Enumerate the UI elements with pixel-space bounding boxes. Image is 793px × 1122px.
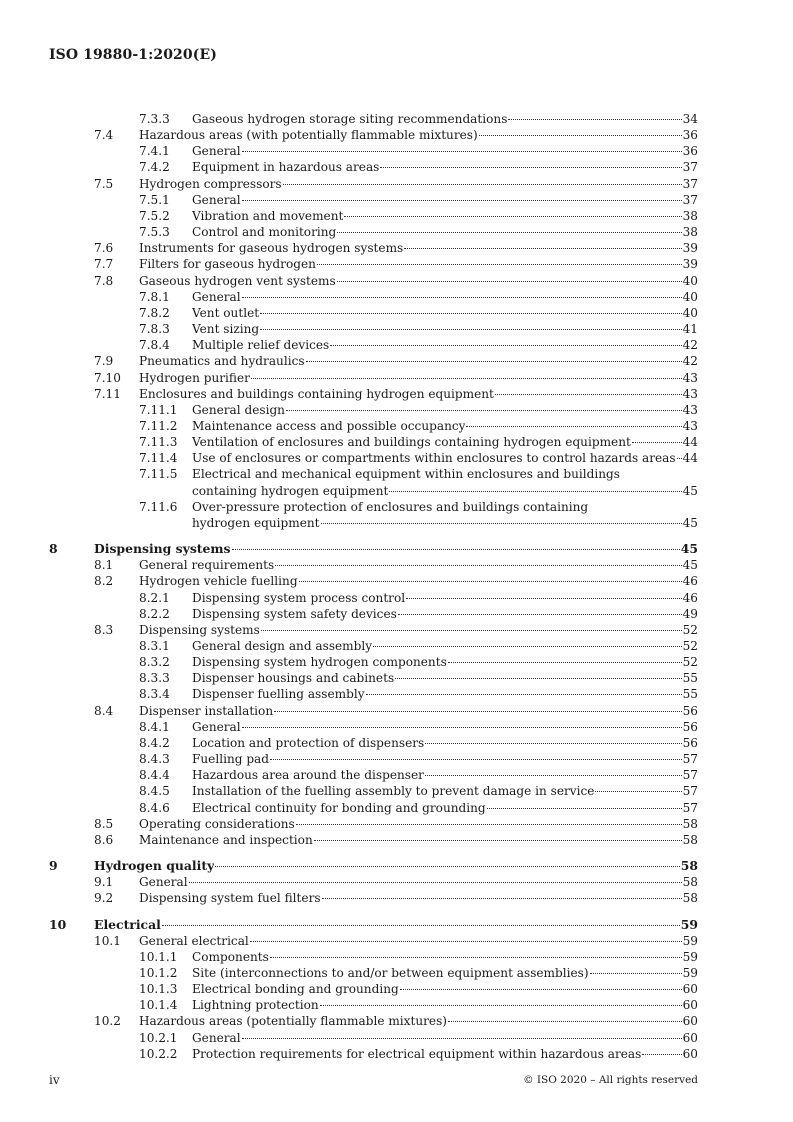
toc-entry-title: Dispensing systems <box>94 541 231 557</box>
toc-entry-number: 10.1.1 <box>139 949 178 964</box>
toc-entry[interactable] <box>0 1013 793 1029</box>
dot-leader <box>466 426 681 427</box>
toc-entry-title: General <box>139 875 188 890</box>
toc-entry-number: 7.4 <box>94 128 114 143</box>
toc-entry[interactable] <box>0 686 793 702</box>
toc-entry[interactable] <box>0 273 793 289</box>
toc-entry[interactable] <box>0 127 793 143</box>
toc-entry-title: Electrical continuity for bonding and grounding <box>192 800 486 815</box>
dot-leader <box>337 281 682 282</box>
toc-entry-number: 8.4.4 <box>139 768 170 783</box>
dot-leader <box>425 775 682 776</box>
toc-entry[interactable] <box>0 933 793 949</box>
toc-entry-page: 60 <box>682 1030 698 1045</box>
toc-entry-title: General design <box>192 402 285 417</box>
toc-entry-title: Dispenser fuelling assembly <box>192 687 365 702</box>
toc-entry[interactable] <box>0 402 793 418</box>
toc-entry-number: 7.8 <box>94 273 114 288</box>
toc-entry-title: Electrical bonding and grounding <box>192 982 399 997</box>
toc-entry-number: 8.4.2 <box>139 735 170 750</box>
toc-entry-number: 10.1 <box>94 933 121 948</box>
toc-entry-title: General requirements <box>139 558 275 573</box>
toc-entry-title: Site (interconnections to and/or between equipment assemblies) <box>192 965 589 980</box>
dot-leader <box>642 1054 681 1055</box>
toc-entry-number: 9.2 <box>94 891 114 906</box>
dot-leader <box>242 200 682 201</box>
toc-entry-page: 45 <box>680 541 698 557</box>
toc-entry-page: 43 <box>682 402 698 417</box>
toc-entry[interactable] <box>0 573 793 589</box>
toc-entry-title: Maintenance access and possible occupancy <box>192 418 466 433</box>
toc-entry[interactable] <box>0 499 793 531</box>
toc-entry-page: 49 <box>682 606 698 621</box>
toc-entry[interactable] <box>0 767 793 783</box>
dot-leader <box>595 791 681 792</box>
dot-leader <box>425 743 681 744</box>
toc-entry-page: 60 <box>682 1014 698 1029</box>
toc-entry[interactable] <box>0 816 793 832</box>
toc-entry-page: 43 <box>682 418 698 433</box>
toc-entry-page: 37 <box>682 176 698 191</box>
toc-entry-page: 46 <box>682 590 698 605</box>
toc-entry-title: Use of enclosures or compartments within enclosures to control hazards areas <box>192 451 676 466</box>
toc-entry-title: Dispensing system fuel filters <box>139 891 321 906</box>
toc-entry-page: 60 <box>682 1046 698 1061</box>
toc-entry-title: Equipment in hazardous areas <box>192 160 380 175</box>
dot-leader <box>380 167 681 168</box>
toc-entry-number: 9 <box>49 858 58 874</box>
toc-entry-title: Electrical <box>94 916 161 932</box>
toc-entry-number: 7.11.4 <box>139 451 178 466</box>
toc-entry-title: General electrical <box>139 933 249 948</box>
toc-entry-page: 59 <box>682 933 698 948</box>
document-id: ISO 19880-1:2020(E) <box>49 47 217 63</box>
toc-entry-number: 7.7 <box>94 257 114 272</box>
toc-entry-number: 10.1.4 <box>139 998 178 1013</box>
toc-entry[interactable] <box>0 289 793 305</box>
toc-entry-number: 7.6 <box>94 241 114 256</box>
toc-entry-title: Installation of the fuelling assembly to prevent damage in service <box>192 784 595 799</box>
toc-entry[interactable] <box>0 305 793 321</box>
dot-leader <box>330 345 681 346</box>
dot-leader <box>232 549 680 550</box>
dot-leader <box>366 694 682 695</box>
toc-entry[interactable] <box>0 434 793 450</box>
toc-entry-number: 10.2 <box>94 1014 121 1029</box>
dot-leader <box>314 840 682 841</box>
toc-entry-number: 8.3.3 <box>139 671 170 686</box>
toc-entry-title: containing hydrogen equipment <box>192 483 389 498</box>
toc-entry-number: 7.4.1 <box>139 144 170 159</box>
toc-entry-page: 60 <box>682 998 698 1013</box>
toc-entry-number: 7.8.1 <box>139 289 170 304</box>
toc-entry-number: 7.8.2 <box>139 305 170 320</box>
toc-entry-title: Gaseous hydrogen vent systems <box>139 273 336 288</box>
toc-entry-page: 43 <box>682 370 698 385</box>
dot-leader <box>479 135 682 136</box>
toc-entry-page: 60 <box>682 982 698 997</box>
toc-entry-number: 10.1.3 <box>139 982 178 997</box>
toc-entry-title: Hydrogen vehicle fuelling <box>139 574 298 589</box>
toc-entry-page: 39 <box>682 257 698 272</box>
toc-entry-title: Fuelling pad <box>192 752 270 767</box>
toc-entry-title: Vent outlet <box>192 305 260 320</box>
toc-entry[interactable] <box>0 590 793 606</box>
toc-entry-title: Gaseous hydrogen storage siting recommendations <box>192 112 508 126</box>
toc-entry-page: 57 <box>682 752 698 767</box>
toc-entry-number: 7.11.5 <box>139 467 178 482</box>
toc-entry-title: Dispensing system hydrogen components <box>192 655 447 670</box>
dot-leader <box>306 361 682 362</box>
toc-entry[interactable] <box>0 353 793 369</box>
toc-entry-number: 7.5.3 <box>139 225 170 240</box>
dot-leader <box>260 329 681 330</box>
toc-entry[interactable] <box>0 783 793 799</box>
toc-entry-page: 57 <box>682 784 698 799</box>
toc-entry-page: 44 <box>682 435 698 450</box>
dot-leader <box>398 614 682 615</box>
toc-entry-title: Operating considerations <box>139 816 295 831</box>
toc-entry-title: Hydrogen quality <box>94 858 215 874</box>
toc-entry-number: 10.1.2 <box>139 965 178 980</box>
toc-entry[interactable] <box>0 557 793 573</box>
toc-entry-title: General <box>192 144 241 159</box>
toc-entry-number: 8.3.4 <box>139 687 170 702</box>
toc-entry-number: 8.3.2 <box>139 655 170 670</box>
dot-leader <box>274 711 681 712</box>
toc-entry-number: 7.5.1 <box>139 192 170 207</box>
toc-entry[interactable] <box>0 735 793 751</box>
toc-entry-number: 10.2.1 <box>139 1030 178 1045</box>
toc-entry[interactable] <box>0 874 793 890</box>
toc-entry-number: 8.4.5 <box>139 784 170 799</box>
toc-entry-number: 7.11.6 <box>139 499 178 514</box>
dot-leader <box>270 759 682 760</box>
toc-entry-number: 8.2.2 <box>139 606 170 621</box>
toc-entry-title: Hydrogen purifier <box>139 370 250 385</box>
dot-leader <box>321 523 682 524</box>
toc-entry-page: 56 <box>682 719 698 734</box>
section-gap <box>0 907 793 917</box>
toc-entry[interactable] <box>0 890 793 906</box>
dot-leader <box>261 630 682 631</box>
toc-entry[interactable] <box>0 418 793 434</box>
toc-entry[interactable] <box>0 638 793 654</box>
toc-entry-title: Dispensing systems <box>139 622 260 637</box>
table-of-contents <box>0 111 793 1062</box>
toc-entry-page: 39 <box>682 241 698 256</box>
toc-entry-page: 41 <box>682 322 698 337</box>
toc-entry-title: Maintenance and inspection <box>139 832 313 847</box>
toc-entry[interactable] <box>0 111 793 127</box>
toc-entry[interactable] <box>0 606 793 622</box>
toc-entry[interactable] <box>0 1030 793 1046</box>
toc-entry-page: 58 <box>682 832 698 847</box>
toc-entry-title: General <box>192 719 241 734</box>
toc-entry-title: General <box>192 192 241 207</box>
dot-leader <box>508 119 681 120</box>
dot-leader <box>242 151 682 152</box>
section-gap <box>0 531 793 541</box>
toc-entry-title: General <box>192 1030 241 1045</box>
toc-entry[interactable] <box>0 176 793 192</box>
toc-entry-number: 7.11.2 <box>139 418 178 433</box>
toc-entry[interactable] <box>0 337 793 353</box>
toc-entry-number: 7.11.1 <box>139 402 178 417</box>
toc-entry-page: 45 <box>682 558 698 573</box>
toc-entry-number: 8.6 <box>94 832 114 847</box>
toc-entry-title-line: Electrical and mechanical equipment within enclosures and buildings <box>192 467 620 482</box>
toc-entry-number: 8.4.3 <box>139 752 170 767</box>
toc-entry-page: 37 <box>682 160 698 175</box>
toc-entry[interactable] <box>0 143 793 159</box>
toc-entry-page: 59 <box>682 949 698 964</box>
toc-entry-number: 8.4.1 <box>139 719 170 734</box>
toc-chapter-entry[interactable] <box>0 858 793 874</box>
toc-entry-page: 58 <box>682 816 698 831</box>
toc-entry-number: 8.4 <box>94 703 114 718</box>
toc-entry-title: Hazardous area around the dispenser <box>192 768 424 783</box>
dot-leader <box>275 565 681 566</box>
toc-entry[interactable] <box>0 321 793 337</box>
dot-leader <box>260 313 682 314</box>
toc-entry-page: 55 <box>682 671 698 686</box>
toc-entry-title: Enclosures and buildings containing hydrogen equipment <box>139 386 494 401</box>
toc-entry[interactable] <box>0 224 793 240</box>
toc-entry-number: 8.5 <box>94 816 114 831</box>
toc-entry-title: General design and assembly <box>192 639 373 653</box>
toc-entry-page: 52 <box>682 622 698 637</box>
toc-entry[interactable] <box>0 240 793 256</box>
toc-entry[interactable] <box>0 997 793 1013</box>
toc-entry-number: 10.2.2 <box>139 1046 178 1061</box>
toc-entry-number: 8.3.1 <box>139 639 170 653</box>
dot-leader <box>406 598 682 599</box>
dot-leader <box>632 442 682 443</box>
toc-entry[interactable] <box>0 466 793 498</box>
dot-leader <box>590 973 682 974</box>
toc-entry[interactable] <box>0 654 793 670</box>
toc-entry[interactable] <box>0 800 793 816</box>
toc-entry[interactable] <box>0 751 793 767</box>
toc-entry-number: 7.5.2 <box>139 208 170 223</box>
toc-entry[interactable] <box>0 949 793 965</box>
toc-entry-number: 8.2.1 <box>139 590 170 605</box>
toc-entry-page: 45 <box>682 483 698 498</box>
toc-entry-title: General <box>192 289 241 304</box>
dot-leader <box>296 824 682 825</box>
dot-leader <box>250 941 682 942</box>
toc-entry[interactable] <box>0 386 793 402</box>
toc-entry-title: Components <box>192 949 269 964</box>
toc-entry-page: 38 <box>682 225 698 240</box>
toc-entry[interactable] <box>0 370 793 386</box>
toc-entry-page: 55 <box>682 687 698 702</box>
toc-entry-number: 7.4.2 <box>139 160 170 175</box>
toc-entry-page: 40 <box>682 289 698 304</box>
toc-entry[interactable] <box>0 192 793 208</box>
toc-entry[interactable] <box>0 256 793 272</box>
dot-leader <box>395 678 681 679</box>
toc-entry-number: 7.3.3 <box>139 112 170 126</box>
toc-entry-page: 42 <box>682 338 698 353</box>
toc-entry-page: 59 <box>680 916 698 932</box>
toc-entry-page: 40 <box>682 273 698 288</box>
dot-leader <box>215 866 679 867</box>
toc-entry-page: 52 <box>682 639 698 653</box>
toc-entry-title: hydrogen equipment <box>192 515 320 530</box>
toc-entry-number: 9.1 <box>94 875 114 890</box>
toc-entry-number: 8 <box>49 541 58 557</box>
toc-entry-page: 34 <box>682 112 698 126</box>
toc-entry[interactable] <box>0 622 793 638</box>
toc-entry[interactable] <box>0 832 793 848</box>
toc-entry-page: 37 <box>682 192 698 207</box>
toc-entry-title: Dispenser installation <box>139 703 274 718</box>
toc-entry-title: Protection requirements for electrical equipment within hazardous areas <box>192 1046 642 1061</box>
dot-leader <box>344 216 681 217</box>
toc-entry-page: 57 <box>682 768 698 783</box>
dot-leader <box>389 491 681 492</box>
toc-entry-number: 8.3 <box>94 622 114 637</box>
toc-entry-title: Instruments for gaseous hydrogen systems <box>139 241 404 256</box>
toc-entry-page: 52 <box>682 655 698 670</box>
dot-leader <box>286 410 682 411</box>
toc-entry-page: 38 <box>682 208 698 223</box>
toc-entry-page: 58 <box>682 875 698 890</box>
toc-entry-page: 58 <box>682 891 698 906</box>
toc-chapter-entry[interactable] <box>0 541 793 557</box>
dot-leader <box>242 1038 682 1039</box>
dot-leader <box>404 248 681 249</box>
toc-entry-page: 42 <box>682 354 698 369</box>
dot-leader <box>677 458 682 459</box>
page-number: iv <box>49 1073 60 1087</box>
dot-leader <box>283 184 682 185</box>
toc-entry-page: 43 <box>682 386 698 401</box>
dot-leader <box>162 925 680 926</box>
toc-entry-title: Pneumatics and hydraulics <box>139 354 305 369</box>
toc-entry-title: Hydrogen compressors <box>139 176 282 191</box>
toc-entry-title: Control and monitoring <box>192 225 337 240</box>
dot-leader <box>487 808 682 809</box>
toc-entry-number: 10 <box>49 916 67 932</box>
toc-entry-page: 56 <box>682 703 698 718</box>
toc-entry-number: 7.9 <box>94 354 114 369</box>
toc-entry[interactable] <box>0 965 793 981</box>
toc-entry-title: Dispenser housings and cabinets <box>192 671 395 686</box>
toc-entry-number: 7.11.3 <box>139 435 178 450</box>
toc-entry-page: 36 <box>682 128 698 143</box>
toc-entry-title: Location and protection of dispensers <box>192 735 425 750</box>
dot-leader <box>373 646 682 647</box>
toc-entry-page: 59 <box>682 965 698 980</box>
toc-entry-title: Hazardous areas (with potentially flammable mixtures) <box>139 128 478 143</box>
toc-entry-number: 7.8.4 <box>139 338 170 353</box>
toc-entry[interactable] <box>0 159 793 175</box>
dot-leader <box>337 232 681 233</box>
dot-leader <box>251 378 682 379</box>
toc-entry[interactable] <box>0 208 793 224</box>
toc-entry[interactable] <box>0 981 793 997</box>
dot-leader <box>242 297 682 298</box>
toc-entry-title: Filters for gaseous hydrogen <box>139 257 316 272</box>
toc-entry-title: Hazardous areas (potentially flammable mixtures) <box>139 1014 447 1029</box>
dot-leader <box>320 1005 682 1006</box>
toc-entry-page: 40 <box>682 305 698 320</box>
toc-entry-number: 7.8.3 <box>139 322 170 337</box>
toc-entry-title: Dispensing system process control <box>192 590 406 605</box>
toc-entry-title: Lightning protection <box>192 998 319 1013</box>
toc-entry-number: 8.2 <box>94 574 114 589</box>
toc-chapter-entry[interactable] <box>0 917 793 933</box>
dot-leader <box>299 581 682 582</box>
toc-entry-title: Dispensing system safety devices <box>192 606 397 621</box>
toc-entry-page: 58 <box>680 858 698 874</box>
toc-entry-number: 7.5 <box>94 176 114 191</box>
toc-entry-title: Vent sizing <box>192 322 260 337</box>
dot-leader <box>242 727 682 728</box>
dot-leader <box>448 1021 682 1022</box>
copyright-notice: © ISO 2020 – All rights reserved <box>523 1074 698 1086</box>
toc-entry[interactable] <box>0 1046 793 1062</box>
toc-entry-number: 8.4.6 <box>139 800 170 815</box>
toc-entry-page: 46 <box>682 574 698 589</box>
toc-entry-number: 8.1 <box>94 558 114 573</box>
toc-entry[interactable] <box>0 703 793 719</box>
toc-entry-title-line: Over-pressure protection of enclosures and buildings containing <box>192 499 589 514</box>
dot-leader <box>400 989 682 990</box>
toc-entry-page: 36 <box>682 144 698 159</box>
dot-leader <box>270 957 682 958</box>
toc-entry-title: Vibration and movement <box>192 208 344 223</box>
dot-leader <box>448 662 682 663</box>
toc-entry-title: Ventilation of enclosures and buildings containing hydrogen equipment <box>192 435 631 450</box>
toc-entry-page: 57 <box>682 800 698 815</box>
toc-entry-page: 56 <box>682 735 698 750</box>
dot-leader <box>322 898 682 899</box>
toc-entry-number: 7.10 <box>94 370 121 385</box>
dot-leader <box>189 882 682 883</box>
toc-entry[interactable] <box>0 719 793 735</box>
dot-leader <box>495 394 682 395</box>
toc-entry[interactable] <box>0 450 793 466</box>
toc-entry-page: 44 <box>682 451 698 466</box>
toc-entry[interactable] <box>0 670 793 686</box>
dot-leader <box>317 264 682 265</box>
toc-entry-page: 45 <box>682 515 698 530</box>
toc-entry-number: 7.11 <box>94 386 121 401</box>
toc-entry-title: Multiple relief devices <box>192 338 330 353</box>
section-gap <box>0 848 793 858</box>
